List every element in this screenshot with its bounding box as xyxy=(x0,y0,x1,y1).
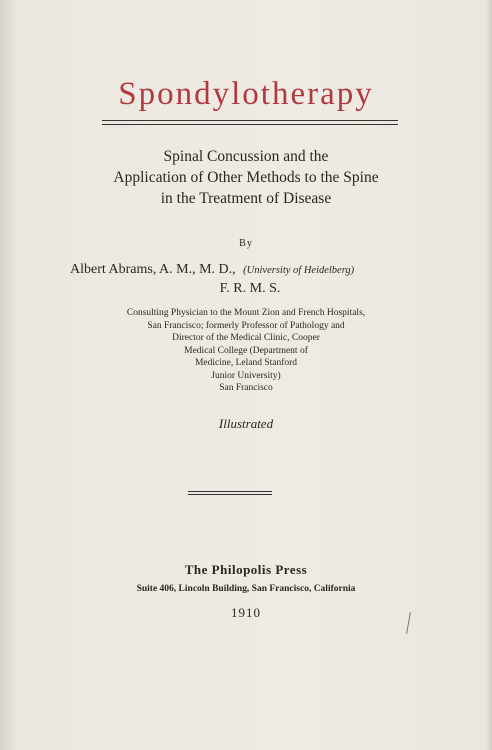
author-name: Albert Abrams, A. M., M. D., xyxy=(70,262,236,277)
author-line xyxy=(70,262,354,278)
book-title: Spondylotherapy xyxy=(118,76,374,112)
title-rule xyxy=(102,120,398,125)
credential-line: Junior University) xyxy=(211,370,281,381)
publication-year: 1910 xyxy=(231,605,261,620)
publisher-address: Suite 406, Lincoln Building, San Francisco, California xyxy=(136,584,356,594)
credential-line: Medicine, Leland Stanford xyxy=(194,358,298,368)
illustrated-note: Illustrated xyxy=(218,416,274,431)
subtitle-line: Application of Other Methods to the Spine xyxy=(113,169,379,186)
by-line: By xyxy=(239,238,253,249)
credential-line: Medical College (Department of xyxy=(184,345,308,356)
credential-line: Director of the Medical Clinic, Cooper xyxy=(172,333,320,343)
author-credentials xyxy=(0,307,492,395)
credential-line: San Francisco xyxy=(219,383,273,393)
subtitle-line: Spinal Concussion and the xyxy=(163,148,329,165)
publisher-name: The Philopolis Press xyxy=(184,562,308,577)
author-affiliation: (University of Heidelberg) xyxy=(243,265,355,276)
author-fellowship: F. R. M. S. xyxy=(219,281,281,296)
credential-line: Consulting Physician to the Mount Zion and French Hospitals, xyxy=(126,308,366,318)
subtitle-line: in the Treatment of Disease xyxy=(160,190,332,207)
book-subtitle xyxy=(0,146,492,209)
credential-line: San Francisco; formerly Professor of Pathology and xyxy=(147,320,345,331)
ornament-rule xyxy=(188,491,272,495)
